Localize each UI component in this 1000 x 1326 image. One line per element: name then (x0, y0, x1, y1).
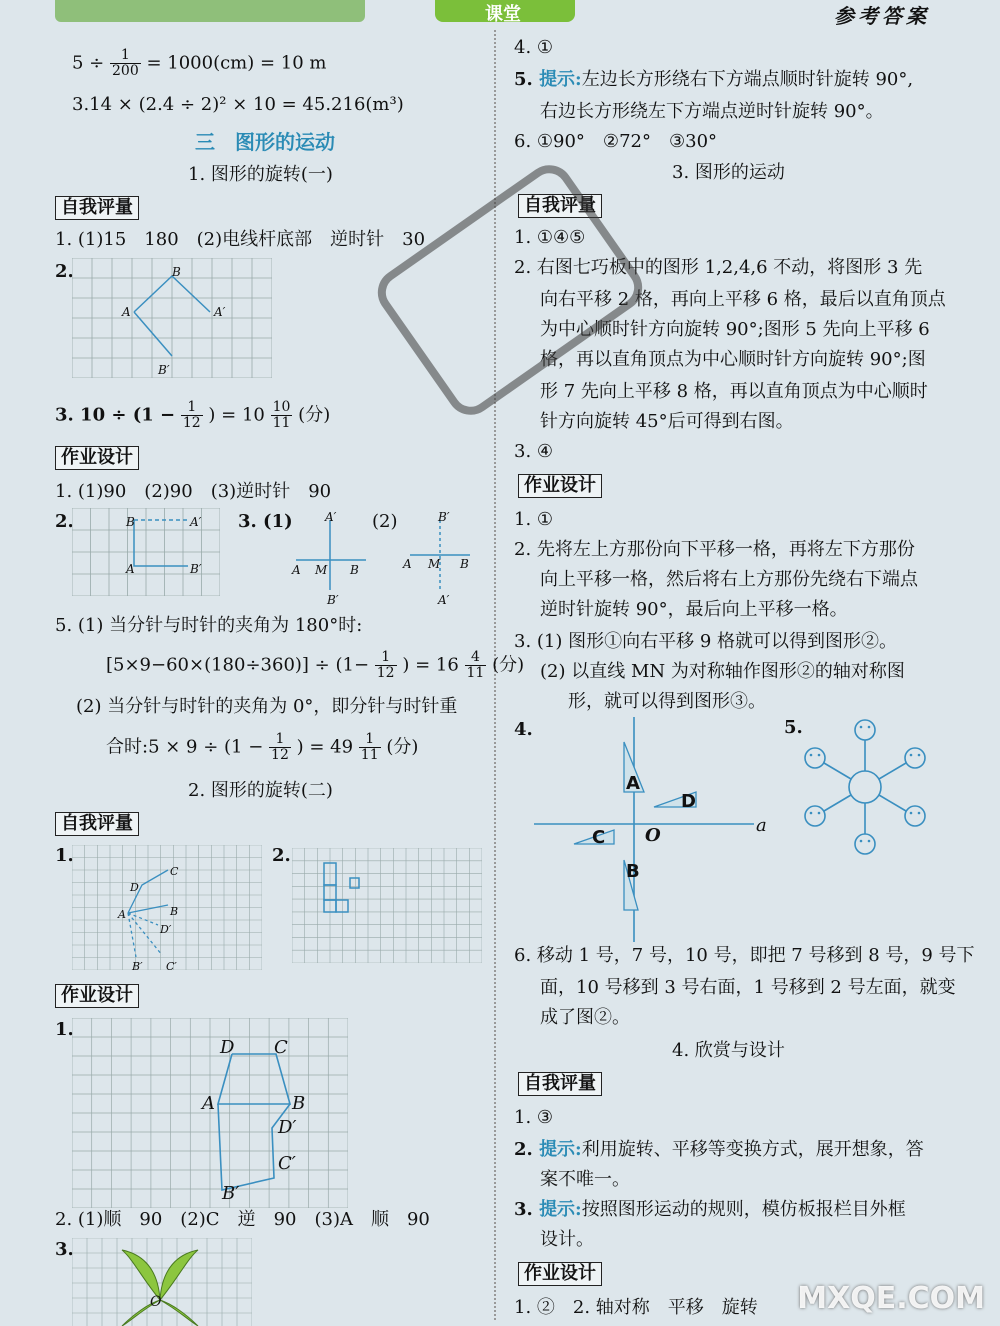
left-w3-num: 3. (55, 1239, 74, 1260)
right-5b: 右边长方形绕左下方端点逆时针旋转 90°。 (540, 101, 884, 122)
label-B-prime: B′ (158, 363, 170, 377)
label-M-4: M (428, 557, 441, 571)
left-w2: 2. (1)顺 90 (2)C 逆 90 (3)A 顺 90 (55, 1209, 430, 1230)
self-eval-heading-4: 自我评量 (518, 1072, 602, 1096)
right-e2e: 形 7 先向上平移 8 格，再以直角顶点为中心顺时 (540, 381, 928, 402)
label-D-6: D (220, 1037, 235, 1058)
label-A-prime: A′ (214, 305, 226, 319)
watermark-stamp (360, 140, 660, 440)
right-w3c: 形，就可以得到图形③。 (568, 691, 766, 712)
grid-figure-leaf-pattern (72, 1238, 252, 1326)
line-figures-hw-3 (290, 505, 480, 605)
label-B-prime-5: B′ (132, 960, 143, 973)
label-B-prime-3: B′ (327, 593, 339, 607)
left-e1-num: 1. (55, 845, 74, 866)
label-B-2: B (126, 515, 135, 529)
section-title-3: 3. 图形的运动 (672, 162, 785, 183)
right-f3: 3. 提示:按照图形运动的规则，模仿板报栏目外框 (514, 1199, 906, 1220)
right-w4-num: 4. (514, 719, 533, 740)
right-e1: 1. ①④⑤ (514, 227, 586, 248)
right-5: 5. 提示:左边长方形绕右下方端点顺时针旋转 90°, (514, 69, 914, 90)
right-f2: 2. 提示:利用旋转、平移等变换方式，展开想象，答 (514, 1139, 924, 1160)
label-D-prime-5: D′ (160, 923, 172, 936)
right-w5-num: 5. (784, 717, 803, 738)
left-w1-num: 1. (55, 1019, 74, 1040)
right-w3b: (2) 以直线 MN 为对称轴作图形②的轴对称图 (540, 661, 905, 682)
right-w6c: 成了图②。 (540, 1007, 630, 1028)
homework-heading-1: 作业设计 (55, 446, 139, 470)
label-A-2: A (126, 562, 135, 576)
label-A-prime-2: A′ (190, 515, 202, 529)
left-answer-1: 1. (1)15 180 (2)电线杆底部 逆时针 30 (55, 229, 426, 250)
label-D-axis: D (681, 791, 696, 812)
right-f2b: 案不唯一。 (540, 1169, 630, 1190)
chapter-title: 三 图形的运动 (195, 130, 335, 154)
grid-figure-rotation-2b (292, 848, 482, 963)
label-B-prime-4: B′ (438, 510, 450, 524)
right-w2b: 向上平移一格，然后将右上方那份先绕右下端点 (540, 569, 918, 590)
label-A: A (122, 305, 131, 319)
homework-heading-4: 作业设计 (518, 1262, 602, 1286)
right-e3: 3. ④ (514, 441, 554, 462)
self-eval-heading-3: 自我评量 (518, 194, 602, 218)
label-A-6: A (202, 1093, 215, 1114)
right-w6a: 6. 移动 1 号，7 号，10 号，即把 7 号移到 8 号，9 号下 (514, 945, 975, 966)
label-D-prime-6: D′ (278, 1117, 297, 1138)
right-4: 4. ① (514, 37, 554, 58)
label-A-prime-3: A′ (325, 510, 337, 524)
label-C-5: C (170, 865, 179, 878)
section-title-2: 2. 图形的旋转(二) (188, 780, 333, 801)
grid-figure-rotation-2a (72, 845, 262, 970)
right-e2d: 格，再以直角顶点为中心顺时针方向旋转 90°;图 (540, 349, 926, 370)
section-title-1: 1. 图形的旋转(一) (188, 164, 333, 185)
label-C-axis: C (592, 827, 606, 848)
left-hw-5b: (2) 当分针与时针的夹角为 0°，即分针与时针重 (76, 696, 458, 717)
label-B-prime-2: B′ (190, 562, 202, 576)
left-hw-1: 1. (1)90 (2)90 (3)逆时针 90 (55, 481, 332, 502)
right-w2c: 逆时针旋转 90°，最后向上平移一格。 (540, 599, 848, 620)
page-header (0, 0, 1000, 26)
label-B-4: B (460, 557, 469, 571)
left-q2-num: 2. (55, 261, 74, 282)
label-C-prime-6: C′ (278, 1153, 296, 1174)
header-title: 参考答案 (834, 4, 930, 28)
site-watermark: MXQE.COM (797, 1281, 985, 1316)
label-B-3: B (350, 563, 359, 577)
right-6: 6. ①90° ②72° ③30° (514, 131, 718, 152)
right-f1: 1. ③ (514, 1107, 554, 1128)
right-w6b: 面，10 号移到 3 号右面，1 号移到 2 号左面，就变 (540, 977, 956, 998)
label-A-axis: A (626, 773, 640, 794)
label-B: B (172, 265, 181, 279)
label-A-prime-4: A′ (438, 593, 450, 607)
right-e2c: 为中心顺时针方向旋转 90°;图形 5 先向上平移 6 (540, 319, 930, 340)
left-hw-3-num: 3. (1) (238, 511, 293, 532)
smiley-flower-figure (790, 712, 940, 862)
left-hw-5-formula: [5×9−60×(180÷360)] ÷ (1− $\frac{1}{12}$ ) = 16 $\frac{4}{11}$ (分) (106, 649, 525, 681)
label-B-prime-6: B′ (222, 1183, 240, 1204)
homework-heading-3: 作业设计 (518, 474, 602, 498)
label-C-prime-5: C′ (166, 960, 177, 973)
right-e2a: 2. 右图七巧板中的图形 1,2,4,6 不动，将图形 3 先 (514, 257, 923, 278)
formula-2: 3.14 × (2.4 ÷ 2)² × 10 = 45.216(m³) (72, 94, 404, 115)
self-eval-heading-2: 自我评量 (55, 812, 139, 836)
header-decoration-left (55, 0, 365, 22)
homework-heading-2: 作业设计 (55, 984, 139, 1008)
left-answer-3: 3. 10 ÷ (1 − $\frac{1}{12}$ ) = 10 $\frac{10}{11}$ (分) (55, 399, 331, 431)
label-D-5: D (130, 881, 139, 894)
label-A-3: A (292, 563, 301, 577)
right-w3a: 3. (1) 图形①向右平移 9 格就可以得到图形②。 (514, 631, 898, 652)
right-w2a: 2. 先将左上方那份向下平移一格，再将左下方那份 (514, 539, 915, 560)
right-g1: 1. ② 2. 轴对称 平移 旋转 (514, 1297, 758, 1318)
right-f3b: 设计。 (540, 1229, 594, 1250)
label-B-5: B (170, 905, 179, 918)
label-A-5: A (118, 908, 126, 921)
right-e2b: 向右平移 2 格，再向上平移 6 格，最后以直角顶点 (540, 289, 946, 310)
left-e2-num: 2. (272, 845, 291, 866)
label-O-7: O (150, 1294, 162, 1310)
right-e2f: 针方向旋转 45°后可得到右图。 (540, 411, 794, 432)
label-A-4: A (403, 557, 412, 571)
section-title-4: 4. 欣赏与设计 (672, 1040, 785, 1061)
left-hw-3-part2: (2) (372, 511, 398, 532)
label-B-axis: B (626, 861, 640, 882)
left-hw-5c: 合时:5 × 9 ÷ (1 − $\frac{1}{12}$ ) = 49 $\frac{1}{11}$ (分) (106, 731, 419, 763)
label-B-6: B (292, 1093, 306, 1114)
left-hw-2-num: 2. (55, 511, 74, 532)
left-hw-5: 5. (1) 当分针与时针的夹角为 180°时: (55, 615, 363, 636)
header-badge: 课堂 (435, 0, 575, 22)
label-M-3: M (315, 563, 328, 577)
self-eval-heading: 自我评量 (55, 196, 139, 220)
label-O-axis: O (645, 825, 661, 846)
formula-1: 5 ÷ $\frac{1}{200}$ = 1000(cm) = 10 m (72, 47, 327, 79)
label-a-axis: a (756, 815, 767, 836)
right-w1: 1. ① (514, 509, 554, 530)
label-C-6: C (274, 1037, 288, 1058)
